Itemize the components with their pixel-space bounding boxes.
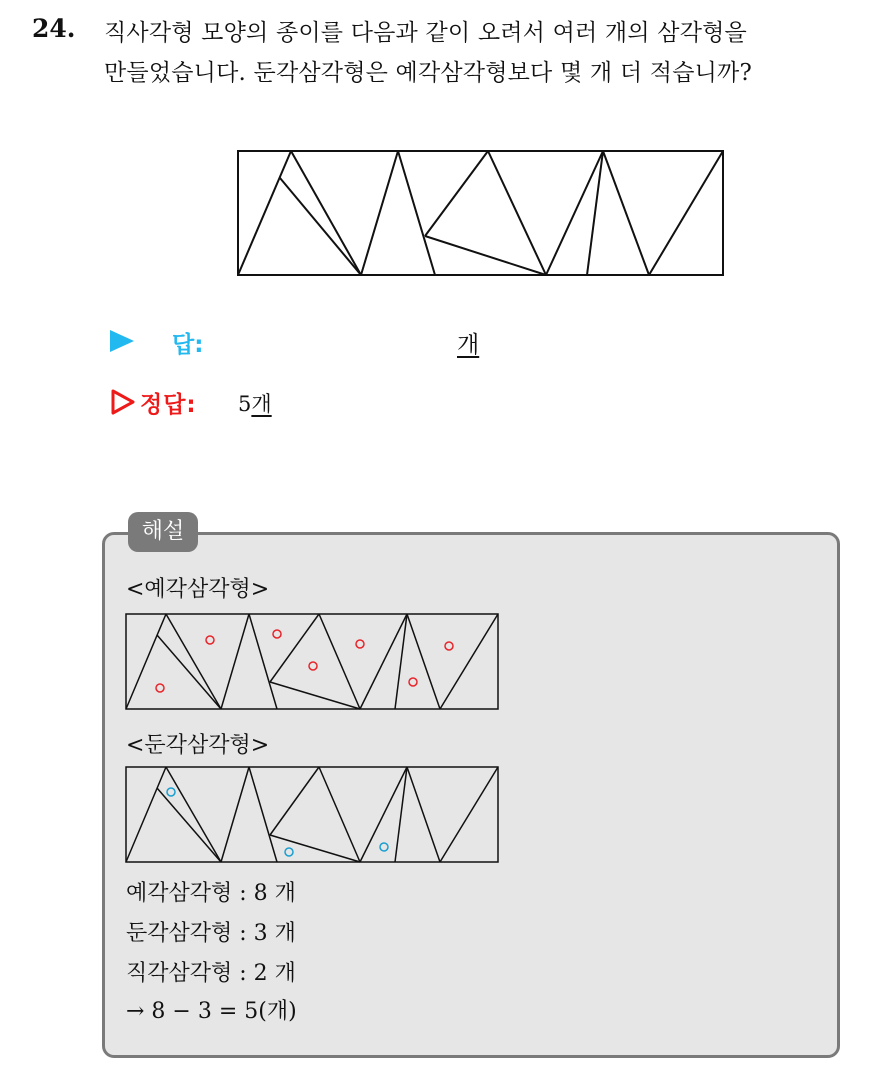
- correct-answer-unit: 개: [251, 392, 272, 416]
- obtuse-heading: <둔각삼각형>: [126, 733, 270, 758]
- calculation-line: → 8 − 3 = 5(개): [126, 999, 297, 1024]
- acute-triangle-marker: [206, 636, 214, 644]
- correct-answer-number: 5: [238, 392, 252, 416]
- acute-triangle-marker: [156, 684, 164, 692]
- acute-triangle-marker: [273, 630, 281, 638]
- obtuse-triangle-figure: [124, 765, 502, 865]
- answer-row: [110, 326, 510, 358]
- question-number: 24.: [32, 14, 76, 43]
- acute-triangle-figure: [124, 612, 502, 712]
- correct-answer-label: 정답:: [140, 392, 197, 418]
- acute-triangle-marker: [356, 640, 364, 648]
- triangle-figure: [236, 148, 726, 280]
- acute-count-line: 예각삼각형 : 8 개: [126, 881, 296, 906]
- obtuse-triangle-marker: [167, 788, 175, 796]
- acute-heading: <예각삼각형>: [126, 577, 270, 602]
- correct-answer-value: [238, 388, 272, 418]
- obtuse-triangle-marker: [380, 843, 388, 851]
- answer-label: 답:: [172, 332, 204, 358]
- acute-triangle-marker: [309, 662, 317, 670]
- correct-answer-row: [110, 386, 510, 420]
- obtuse-count-line: 둔각삼각형 : 3 개: [126, 921, 296, 946]
- answer-play-icon: [110, 330, 134, 352]
- acute-triangle-marker: [409, 678, 417, 686]
- question-text-line-1: 직사각형 모양의 종이를 다음과 같이 오려서 여러 개의 삼각형을: [104, 20, 747, 46]
- correct-answer-play-icon: [110, 388, 136, 416]
- question-text-line-2: 만들었습니다. 둔각삼각형은 예각삼각형보다 몇 개 더 적습니까?: [104, 60, 752, 86]
- answer-unit: 개: [457, 332, 480, 358]
- explanation-tab: 해설: [128, 512, 198, 552]
- rectangle-outline: [238, 151, 723, 275]
- acute-triangle-marker: [445, 642, 453, 650]
- right-count-line: 직각삼각형 : 2 개: [126, 961, 296, 986]
- obtuse-triangle-marker: [285, 848, 293, 856]
